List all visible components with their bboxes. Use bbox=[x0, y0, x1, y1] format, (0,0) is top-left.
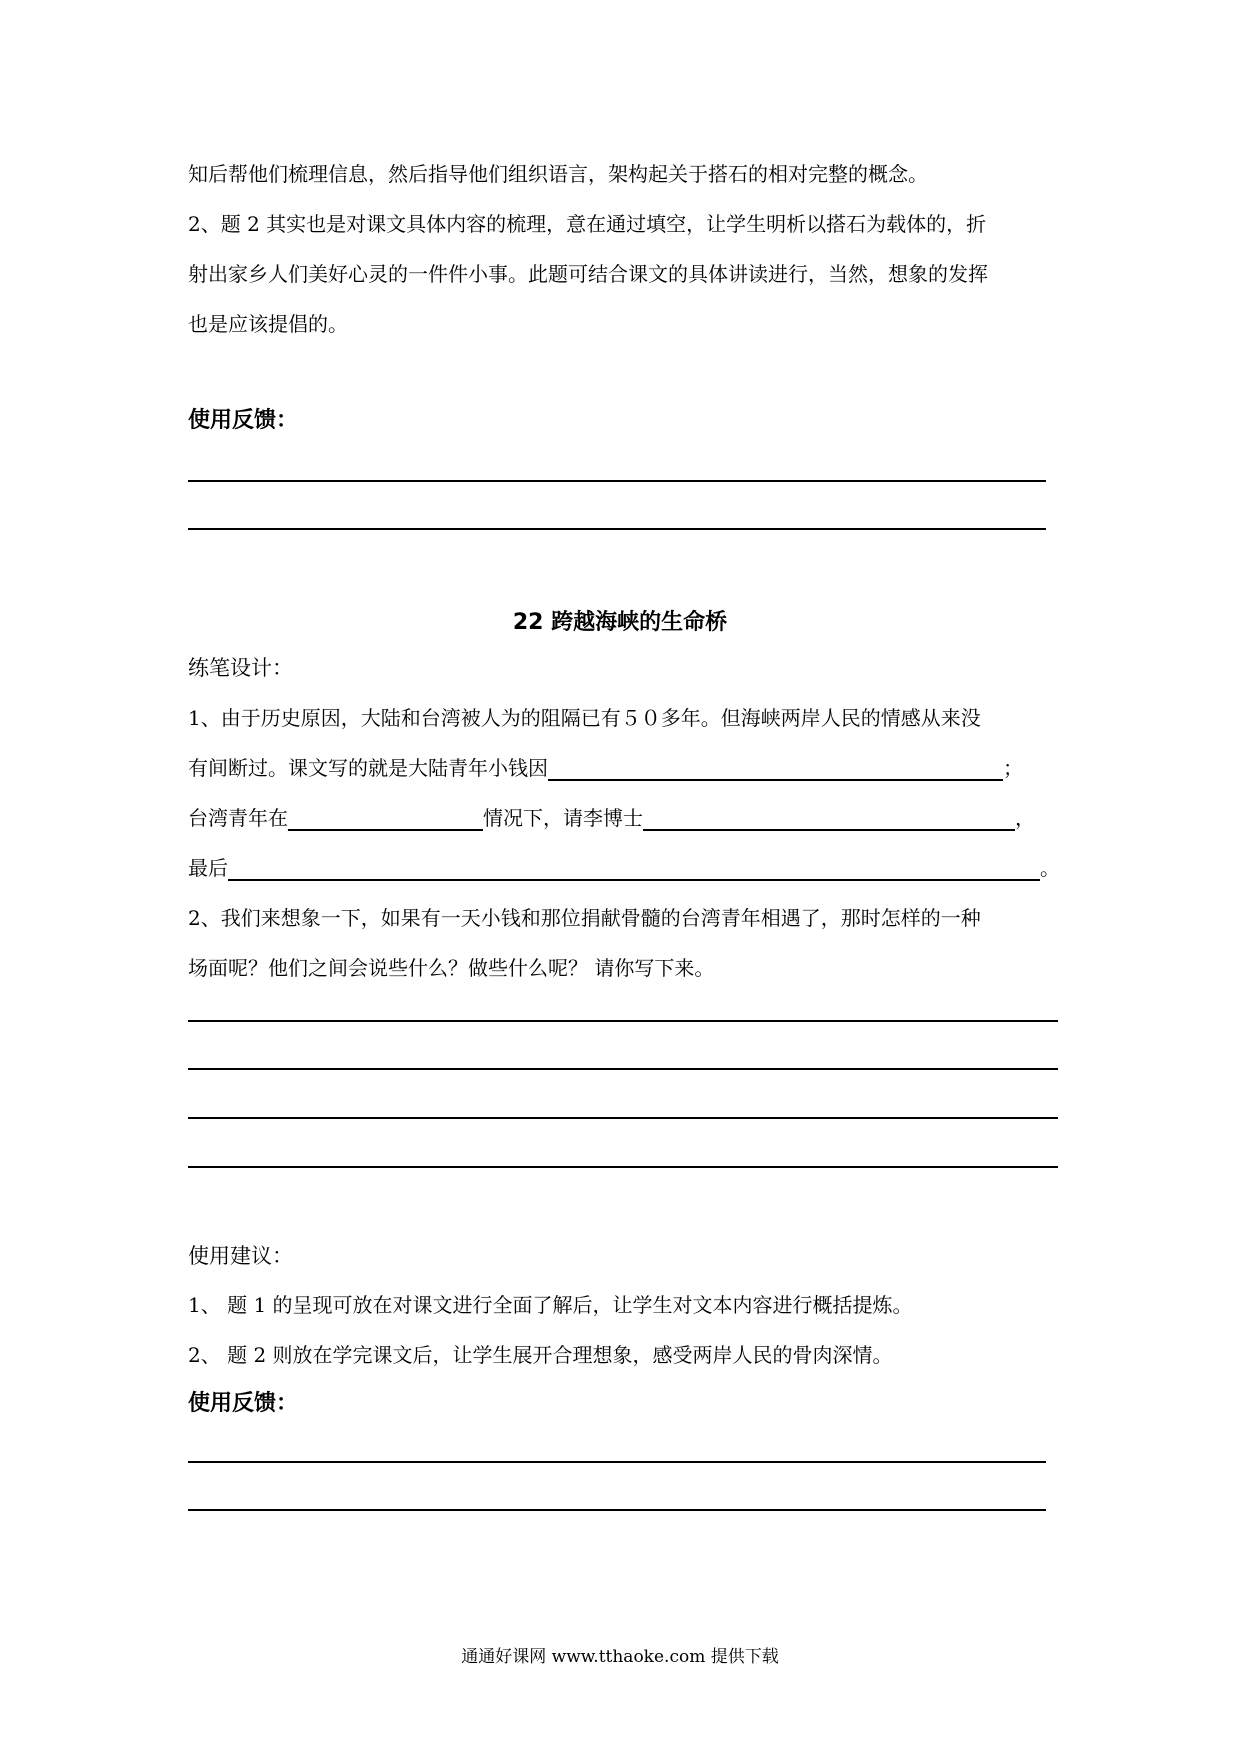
suggestion-line: 1、 题 1 的呈现可放在对课文进行全面了解后，让学生对文本内容进行概括提炼。 bbox=[188, 1293, 913, 1317]
design-heading: 练笔设计： bbox=[188, 656, 293, 680]
question-1-line bbox=[188, 805, 1035, 831]
writing-line[interactable] bbox=[188, 1117, 1058, 1119]
question-1-line: 1、由于历史原因，大陆和台湾被人为的阻隔已有５０多年。但海峡两岸人民的情感从来没 bbox=[188, 706, 981, 730]
paragraph-line: 知后帮他们梳理信息，然后指导他们组织语言，架构起关于搭石的相对完整的概念。 bbox=[188, 162, 928, 186]
suggestion-line: 2、 题 2 则放在学完课文后，让学生展开合理想象，感受两岸人民的骨肉深情。 bbox=[188, 1343, 893, 1367]
question-1-text: 情况下，请李博士 bbox=[483, 806, 643, 830]
question-1-text: 台湾青年在 bbox=[188, 806, 288, 830]
feedback-line[interactable] bbox=[188, 480, 1046, 482]
punctuation: ； bbox=[1003, 756, 1023, 780]
fill-blank[interactable] bbox=[548, 757, 1003, 781]
punctuation: 。 bbox=[1040, 856, 1060, 880]
feedback-heading: 使用反馈： bbox=[188, 408, 299, 433]
fill-blank[interactable] bbox=[228, 857, 1040, 881]
footer-text: 通通好课网 www.tthaoke.com 提供下载 bbox=[461, 1647, 779, 1667]
feedback-line[interactable] bbox=[188, 528, 1046, 530]
paragraph-line: 2、题 2 其实也是对课文具体内容的梳理，意在通过填空，让学生明析以搭石为载体的，折 bbox=[188, 212, 987, 236]
question-1-text: 最后 bbox=[188, 856, 228, 880]
feedback-heading: 使用反馈： bbox=[188, 1391, 299, 1416]
question-1-line bbox=[188, 755, 1023, 781]
writing-line[interactable] bbox=[188, 1166, 1058, 1168]
paragraph-line: 也是应该提倡的。 bbox=[188, 312, 348, 336]
punctuation: ， bbox=[1015, 806, 1035, 830]
question-2-line: 场面呢？他们之间会说些什么？做些什么呢？ 请你写下来。 bbox=[188, 956, 715, 980]
question-1-text: 有间断过。课文写的就是大陆青年小钱因 bbox=[188, 756, 548, 780]
question-2-line: 2、我们来想象一下，如果有一天小钱和那位捐献骨髓的台湾青年相遇了，那时怎样的一种 bbox=[188, 906, 981, 930]
fill-blank[interactable] bbox=[288, 807, 483, 831]
lesson-title: 22 跨越海峡的生命桥 bbox=[512, 610, 728, 635]
paragraph-line: 射出家乡人们美好心灵的一件件小事。此题可结合课文的具体讲读进行，当然，想象的发挥 bbox=[188, 262, 988, 286]
feedback-line[interactable] bbox=[188, 1461, 1046, 1463]
writing-line[interactable] bbox=[188, 1068, 1058, 1070]
fill-blank[interactable] bbox=[643, 807, 1015, 831]
writing-line[interactable] bbox=[188, 1020, 1058, 1022]
question-1-line bbox=[188, 855, 1060, 881]
suggestion-heading: 使用建议： bbox=[188, 1244, 293, 1268]
feedback-line[interactable] bbox=[188, 1509, 1046, 1511]
